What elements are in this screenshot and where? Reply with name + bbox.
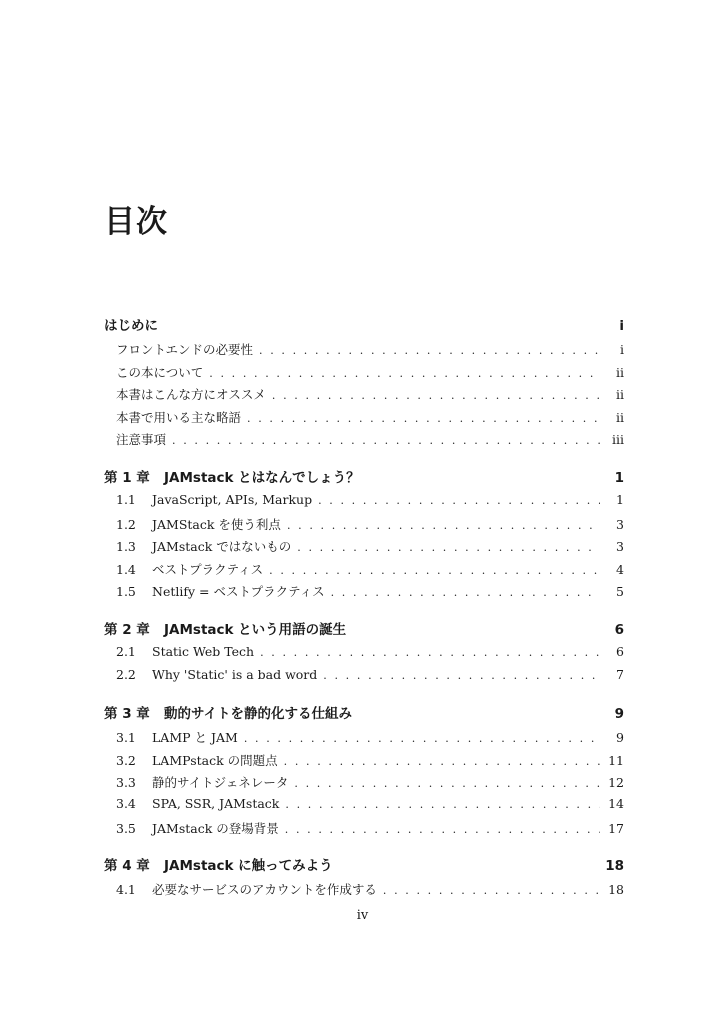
- entry-number: 2.1: [116, 643, 136, 659]
- entry-label: LAMPstack の問題点: [152, 752, 278, 768]
- entry-number: 1.4: [116, 561, 136, 577]
- entry-page: ii: [616, 364, 624, 380]
- toc-entry[interactable]: [104, 363, 624, 386]
- entry-page: 17: [608, 820, 624, 836]
- toc-chapter-heading[interactable]: [104, 702, 624, 728]
- toc-entry[interactable]: [104, 537, 624, 560]
- toc-entry[interactable]: [104, 773, 624, 796]
- toc-entry[interactable]: [104, 515, 624, 538]
- toc-chapter-heading[interactable]: [104, 466, 624, 492]
- entry-label: フロントエンドの必要性: [116, 342, 254, 357]
- dot-leader: [297, 541, 600, 554]
- entry-page: ii: [616, 387, 624, 403]
- chapter-page: 1: [614, 469, 624, 486]
- entry-label: LAMP と JAM: [152, 730, 238, 746]
- toc-entry[interactable]: [104, 492, 624, 515]
- chapter-page: 6: [614, 621, 624, 638]
- entry-label: 注意事項: [116, 432, 167, 448]
- chapter-number: 第 2 章: [104, 621, 150, 638]
- entry-page: 4: [616, 561, 624, 577]
- toc-entry[interactable]: [104, 667, 624, 690]
- chapter-page: 9: [614, 706, 624, 723]
- page-title: 目次: [104, 204, 168, 240]
- page-number: iv: [356, 908, 369, 923]
- chapter-title: 動的サイトを静的化する仕組み: [164, 706, 353, 723]
- entry-page: 1: [616, 491, 624, 507]
- entry-label: SPA, SSR, JAMstack: [152, 795, 280, 811]
- dot-leader: [318, 494, 600, 507]
- chapter-title: JAMstack とはなんでしょう？: [164, 469, 360, 486]
- toc-entry[interactable]: [104, 340, 624, 363]
- chapter-number: 第 1 章: [104, 469, 150, 486]
- entry-page: 12: [608, 775, 624, 791]
- toc-entry[interactable]: [104, 560, 624, 583]
- toc-chapter-heading[interactable]: [104, 618, 624, 644]
- toc-entry[interactable]: [104, 430, 624, 453]
- dot-leader: [323, 669, 600, 682]
- entry-number: 2.2: [116, 666, 136, 682]
- toc-entry[interactable]: [104, 644, 624, 667]
- toc-entry[interactable]: [104, 796, 624, 819]
- toc-chapter-heading[interactable]: [104, 854, 624, 880]
- entry-number: 1.1: [116, 491, 136, 507]
- toc-section-heading[interactable]: [104, 314, 624, 340]
- toc-chapter-1: [104, 466, 624, 605]
- toc-entry[interactable]: [104, 408, 624, 431]
- entry-page: 6: [616, 643, 624, 659]
- section-title: はじめに: [104, 318, 158, 334]
- dot-leader: [285, 798, 600, 811]
- toc-entry[interactable]: [104, 751, 624, 774]
- entry-label: Netlify = ベストプラクティス: [152, 584, 325, 600]
- entry-page: 7: [616, 666, 624, 682]
- entry-label: JavaScript, APIs, Markup: [152, 491, 313, 507]
- chapter-title: JAMstack に触ってみよう: [164, 858, 333, 875]
- entry-number: 3.5: [116, 820, 136, 836]
- entry-page: ii: [616, 409, 624, 425]
- entry-page: 9: [616, 730, 624, 746]
- entry-label: Static Web Tech: [152, 643, 255, 659]
- dot-leader: [272, 389, 600, 402]
- entry-label: JAMstack ではないもの: [152, 539, 292, 555]
- entry-label: JAMStack を使う利点: [152, 516, 281, 532]
- toc-chapter-3: [104, 702, 624, 841]
- entry-number: 4.1: [116, 882, 136, 898]
- dot-leader: [331, 586, 600, 599]
- chapter-number: 第 3 章: [104, 706, 150, 723]
- entry-page: 11: [608, 752, 624, 768]
- entry-label: JAMstack の登場背景: [152, 820, 279, 836]
- entry-label: 必要なサービスのアカウントを作成する: [152, 882, 377, 898]
- dot-leader: [260, 646, 600, 659]
- dot-leader: [247, 412, 600, 425]
- entry-page: iii: [612, 432, 624, 448]
- entry-page: 3: [616, 539, 624, 555]
- dot-leader: [244, 732, 600, 745]
- entry-page: 18: [608, 882, 624, 898]
- entry-label: Why 'Static' is a bad word: [152, 666, 318, 682]
- entry-label: ベストプラクティス: [152, 561, 264, 577]
- entry-label: 本書で用いる主な略語: [116, 409, 242, 425]
- entry-number: 1.2: [116, 516, 136, 532]
- toc-entry[interactable]: [104, 728, 624, 751]
- dot-leader: [209, 367, 600, 380]
- dot-leader: [172, 434, 600, 447]
- entry-label: 静的サイトジェネレータ: [152, 775, 289, 791]
- table-of-contents: [104, 314, 624, 916]
- entry-label: この本について: [116, 364, 204, 380]
- entry-number: 3.1: [116, 730, 136, 746]
- entry-page: 3: [616, 516, 624, 532]
- chapter-title: JAMstack という用語の誕生: [164, 621, 347, 638]
- entry-number: 3.3: [116, 775, 136, 791]
- entry-number: 1.3: [116, 539, 136, 555]
- toc-entry[interactable]: [104, 819, 624, 842]
- entry-page: 5: [616, 584, 624, 600]
- toc-entry[interactable]: [104, 385, 624, 408]
- dot-leader: [259, 344, 600, 357]
- dot-leader: [287, 519, 600, 532]
- dot-leader: [294, 777, 600, 790]
- entry-number: 1.5: [116, 584, 136, 600]
- entry-number: 3.4: [116, 795, 136, 811]
- toc-chapter-4: [104, 854, 624, 903]
- dot-leader: [269, 564, 600, 577]
- dot-leader: [383, 884, 600, 897]
- dot-leader: [284, 755, 600, 768]
- entry-number: 3.2: [116, 752, 136, 768]
- chapter-page: 18: [605, 858, 624, 875]
- entry-label: 本書はこんな方にオススメ: [116, 387, 266, 403]
- entry-page: i: [620, 342, 624, 357]
- entry-page: 14: [608, 795, 624, 811]
- toc-entry[interactable]: [104, 582, 624, 605]
- toc-entry[interactable]: [104, 880, 624, 903]
- section-page: i: [619, 318, 624, 334]
- dot-leader: [285, 823, 600, 836]
- toc-section-preface: [104, 314, 624, 453]
- toc-chapter-2: [104, 618, 624, 689]
- chapter-number: 第 4 章: [104, 858, 150, 875]
